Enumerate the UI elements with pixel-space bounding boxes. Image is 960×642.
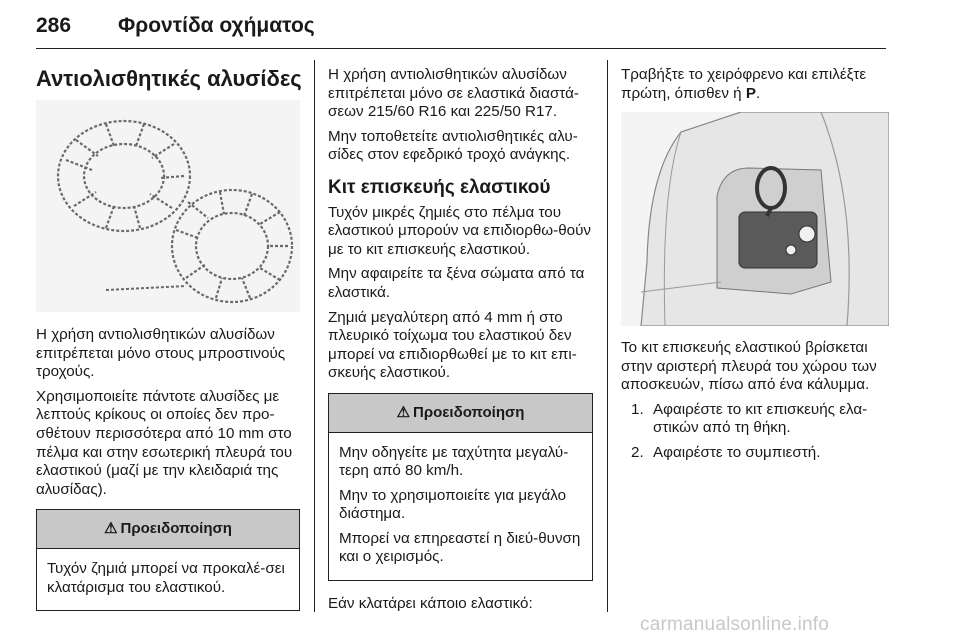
foreign-bodies-text: Μην αφαιρείτε τα ξένα σώματα από τα ελαστικά.: [328, 265, 585, 301]
warning-speed-text: Μην οδηγείτε με ταχύτητα μεγαλύ-τερη από 80 km/h.: [339, 443, 569, 480]
warning-duration-text: Μην το χρησιμοποιείτε για μεγάλο διάστημα.: [339, 486, 567, 523]
snow-chains-thin-links-text: Χρησιμοποιείτε πάντοτε αλυσίδες με λεπτούς κρίκους οι οποίες δεν προ-σθέτουν περισσότερα από 10 mm στο πέλμα και στην εσωτερική πλευρά του ελαστικού (μαζί με την κλειδαριά της αλυσίδας).: [36, 387, 293, 498]
column-3: [621, 66, 889, 109]
section-title-snow-chains: Αντιολισθητικές αλυσίδες: [36, 66, 302, 91]
damage-limit-text: Ζημιά μεγαλύτερη από 4 mm ή στο πλευρικό τοίχωμα του ελαστικού δεν μπορεί να επιδιορθωθεί με το κιτ επι-σκευής ελαστικού.: [328, 308, 577, 382]
warning-heading-text: Προειδοποίηση: [120, 520, 232, 538]
handbrake-text-main: Τραβήξτε το χειρόφρενο και επιλέξτε πρώτη, όπισθεν ή: [621, 66, 867, 102]
section-title-tyre-repair-kit: Κιτ επισκευής ελαστικού: [328, 176, 551, 198]
watermark: carmanualsonline.info: [640, 614, 830, 635]
warning-steering-text: Μπορεί να επηρεαστεί η διεύ-θυνση και ο χειρισμός.: [339, 529, 581, 566]
step-number: 1.: [631, 400, 644, 418]
page-header: [0, 0, 960, 52]
page-number: 286: [36, 14, 72, 37]
column-3-lower: [621, 339, 889, 469]
step-text: Αφαιρέστε το κιτ επισκευής ελα-στικών από τη θήκη.: [653, 400, 868, 437]
warning-body: [329, 433, 592, 581]
warning-triangle-icon: ⚠: [396, 403, 411, 421]
chapter-title: Φροντίδα οχήματος: [118, 14, 315, 37]
warning-heading: [329, 394, 592, 433]
repair-kit-intro-text: Τυχόν μικρές ζημιές στο πέλμα του ελαστικού μπορούν να επιδιορθω-θούν με το κιτ επισκευής ελαστικού.: [328, 203, 591, 258]
warning-body: [37, 549, 299, 610]
header-rule: [36, 48, 886, 49]
luggage-compartment-illustration: [621, 112, 889, 326]
handbrake-text: [621, 66, 889, 103]
repair-kit-location-text: Το κιτ επισκευής ελαστικού βρίσκεται στην αριστερή πλευρά του χώρου των αποσκευών, πίσω από ένα κάλυμμα.: [621, 339, 877, 394]
column-divider-1: [314, 60, 315, 612]
column-2: [328, 66, 593, 620]
snow-chains-illustration: [36, 100, 300, 312]
warning-triangle-icon: ⚠: [104, 520, 118, 538]
steps-list: [621, 401, 889, 463]
flat-tyre-intro-text: Εάν κλατάρει κάποιο ελαστικό:: [328, 595, 533, 613]
warning-text: Τυχόν ζημιά μπορεί να προκαλέ-σει κλατάρισμα του ελαστικού.: [47, 559, 285, 596]
tyre-sizes-text: Η χρήση αντιολισθητικών αλυσίδων επιτρέπεται μόνο σε ελαστικά διαστά-σεων 215/60 R16 και 225/50 R17.: [328, 66, 579, 121]
list-item: [621, 401, 889, 438]
step-number: 2.: [631, 443, 644, 461]
warning-box-tyre: [36, 509, 300, 611]
warning-box-speed: [328, 393, 593, 581]
gear-p-label: P: [745, 84, 756, 102]
list-item: [621, 444, 889, 463]
column-divider-2: [607, 60, 608, 612]
step-text: Αφαιρέστε το συμπιεστή.: [653, 443, 821, 461]
warning-heading: [37, 510, 299, 549]
handbrake-text-end: .: [755, 84, 761, 102]
spare-wheel-text: Μην τοποθετείτε αντιολισθητικές αλυ-σίδες στον εφεδρικό τροχό ανάγκης.: [328, 127, 578, 164]
snow-chains-front-wheels-text: Η χρήση αντιολισθητικών αλυσίδων επιτρέπεται μόνο στους μπροστινούς τροχούς.: [36, 326, 286, 381]
column-1: [36, 326, 300, 611]
warning-heading-text: Προειδοποίηση: [413, 403, 525, 421]
